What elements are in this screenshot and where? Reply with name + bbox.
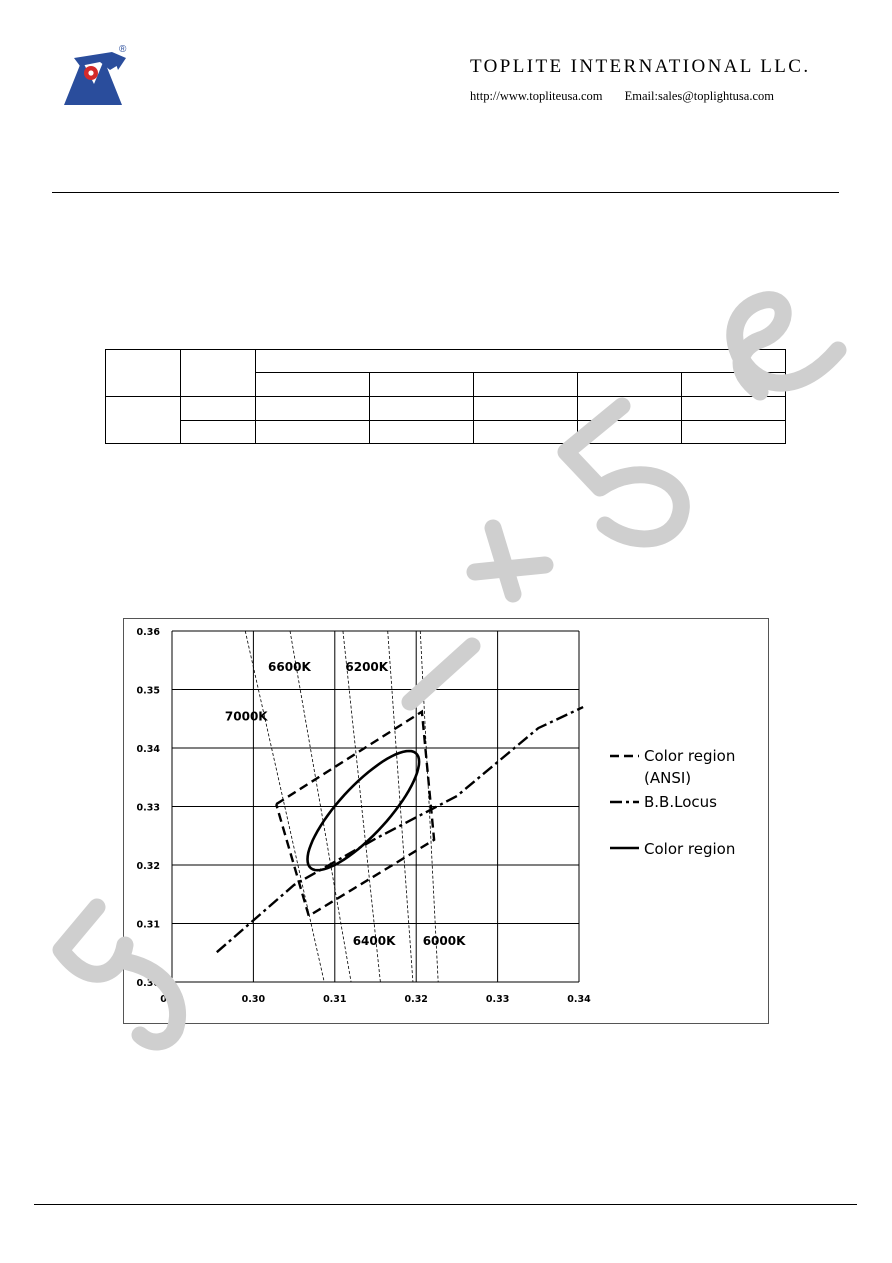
website-link[interactable]: http://www.topliteusa.com — [470, 89, 603, 103]
table-cell — [256, 421, 370, 444]
table-cell — [181, 421, 256, 444]
legend-label-ansi-region: Color region — [644, 747, 736, 765]
spec-table — [105, 349, 786, 444]
x-tick-label: 0.33 — [485, 994, 510, 1005]
table-cell — [578, 397, 682, 421]
x-tick-label: 0.31 — [323, 994, 347, 1005]
cct-label-6600k: 6600K — [268, 659, 311, 674]
y-tick-label: 0.36 — [136, 627, 160, 638]
watermark-star-stroke-1 — [475, 565, 545, 572]
footer-divider — [34, 1204, 857, 1205]
x-tick-label: 0.29 — [160, 994, 184, 1005]
y-tick-label: 0.31 — [136, 919, 160, 931]
y-tick-label: 0.34 — [136, 744, 160, 755]
y-tick-label: 0.30 — [136, 978, 160, 989]
table-cell — [106, 397, 181, 444]
table-cell — [256, 373, 370, 397]
cct-label-6400k: 6400K — [352, 934, 396, 949]
table-cell — [474, 421, 578, 444]
y-tick-label: 0.35 — [136, 685, 160, 697]
table-cell — [682, 373, 786, 397]
registered-mark: ® — [119, 44, 127, 55]
company-name: TOPLITE INTERNATIONAL LLC. — [470, 56, 811, 77]
cct-label-7000k: 7000K — [224, 709, 268, 724]
x-tick-label: 0.34 — [567, 994, 591, 1005]
table-cell — [256, 397, 370, 421]
table-cell — [181, 350, 256, 397]
series-line-1 — [217, 707, 583, 952]
cct-label-6000k: 6000K — [422, 934, 466, 949]
legend-label-ansi-region-sub: (ANSI) — [644, 769, 692, 787]
y-tick-label: 0.33 — [136, 802, 160, 814]
contact-line — [470, 89, 774, 104]
watermark-star-stroke-2 — [493, 528, 513, 594]
x-tick-label: 0.30 — [241, 994, 266, 1005]
chromaticity-chart — [123, 618, 769, 1024]
table-cell — [370, 421, 474, 444]
table-cell — [578, 373, 682, 397]
table-cell — [578, 421, 682, 444]
table-cell — [370, 373, 474, 397]
table-cell — [106, 350, 181, 397]
header-divider — [52, 192, 839, 193]
table-cell — [181, 397, 256, 421]
table-cell — [682, 397, 786, 421]
table-cell — [474, 373, 578, 397]
table-cell — [370, 397, 474, 421]
legend-label-color-region: Color region — [644, 840, 736, 858]
cct-label-6200k: 6200K — [345, 659, 389, 674]
email-link[interactable]: Email:sales@toplightusa.com — [624, 89, 774, 103]
y-tick-label: 0.32 — [136, 861, 160, 872]
chromaticity-plot — [124, 619, 768, 1023]
table-cell — [682, 421, 786, 444]
table-cell — [474, 397, 578, 421]
legend-label-bb-locus: B.B.Locus — [644, 793, 717, 811]
series-ellipse-color-region — [308, 751, 420, 870]
x-tick-label: 0.32 — [404, 994, 428, 1005]
table-cell — [256, 350, 786, 373]
